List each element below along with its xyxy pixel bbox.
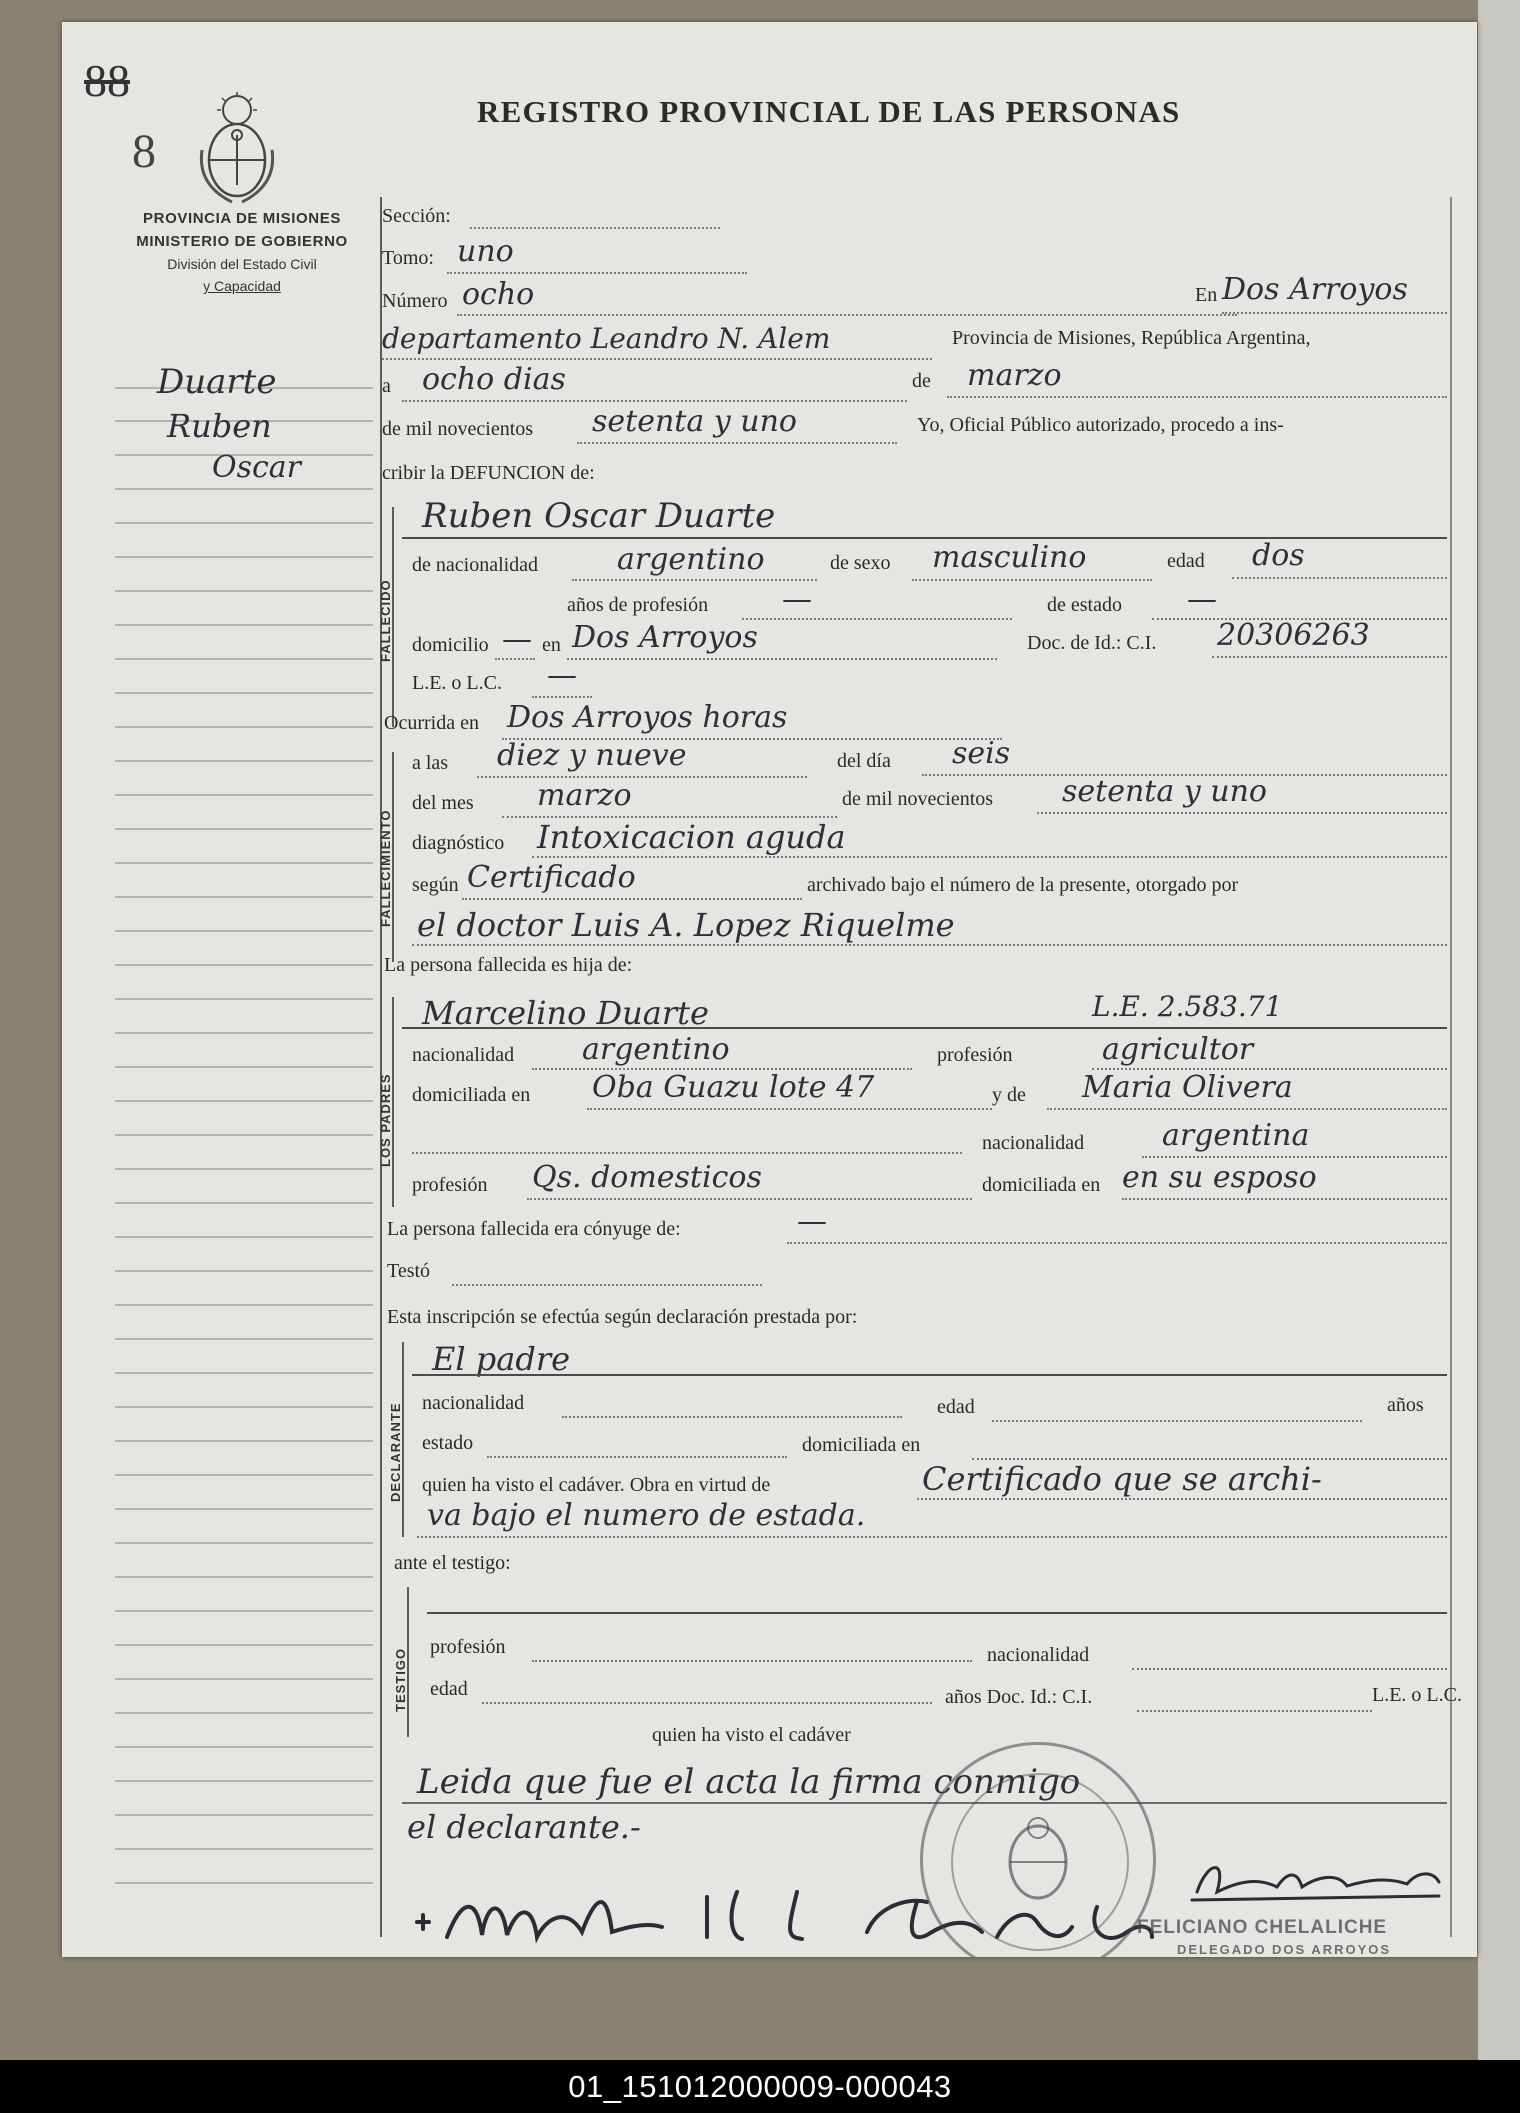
form-right-rule: [1450, 197, 1452, 1937]
fallecido-sexo-label: de sexo: [830, 552, 891, 574]
fallecido-name-value: Ruben Oscar Duarte: [422, 496, 776, 536]
fallecido-profesion-value: —: [782, 582, 812, 617]
fallecido-en-value: Dos Arroyos: [572, 620, 758, 655]
a-las-label: a las: [412, 752, 449, 774]
ministry-line-3: División del Estado Civil: [167, 256, 317, 272]
provincia-text: Provincia de Misiones, República Argentina,: [952, 327, 1311, 349]
padre-nacionalidad-label: nacionalidad: [412, 1044, 515, 1066]
conyuge-value: —: [797, 1204, 827, 1239]
stamp-seal-icon: [993, 1810, 1083, 1910]
closing-line-2: el declarante.-: [407, 1808, 641, 1846]
stamp-role: DELEGADO: [1177, 1942, 1267, 1957]
fallecido-le-value: —: [547, 658, 577, 693]
cribir-text: cribir la DEFUNCION de:: [382, 462, 595, 484]
y-de-label: y de: [992, 1084, 1026, 1106]
padre-profesion-value: agricultor: [1102, 1032, 1254, 1067]
testigo-le-label: L.E. o L.C.: [1372, 1684, 1462, 1706]
padre-domiciliada-value: Oba Guazu lote 47: [592, 1070, 875, 1105]
padre-domiciliada-label: domiciliada en: [412, 1084, 531, 1106]
madre-nacionalidad-label: nacionalidad: [982, 1132, 1085, 1154]
page-number: 8: [132, 125, 156, 178]
declarante-edad-label: edad: [937, 1396, 975, 1418]
declarante-estado-label: estado: [422, 1432, 474, 1454]
numero-value: ocho: [462, 277, 535, 312]
departamento-value: departamento Leandro N. Alem: [382, 322, 831, 355]
en-value: Dos Arroyos: [1222, 272, 1408, 307]
testigo-nacionalidad-label: nacionalidad: [987, 1644, 1090, 1666]
mil-label: de mil novecientos: [382, 418, 534, 440]
stamp-place: DOS ARROYOS: [1272, 1942, 1392, 1957]
fallecimiento-mil-label: de mil novecientos: [842, 788, 994, 810]
fallecido-edad-value: dos: [1252, 538, 1305, 573]
segun-label: según: [412, 874, 459, 896]
a-value: ocho dias: [422, 362, 566, 397]
declarante-visto-text: quien ha visto el cadáver. Obra en virtud de: [422, 1474, 771, 1496]
register-page: [62, 22, 1477, 1957]
fallecido-edad-label: edad: [1167, 550, 1205, 572]
form-left-rule: [380, 197, 382, 1937]
margin-note-middle-name: Oscar: [212, 450, 302, 485]
mes-label: del mes: [412, 792, 474, 814]
ministry-block: [107, 207, 377, 297]
fallecido-nacionalidad-label: de nacionalidad: [412, 554, 539, 576]
fallecido-doc-value: 20306263: [1217, 618, 1370, 653]
madre-profesion-label: profesión: [412, 1174, 488, 1196]
ocurrida-value: Dos Arroyos horas: [507, 700, 788, 735]
ministry-line-4: y Capacidad: [203, 278, 281, 294]
ante-testigo-label: ante el testigo:: [394, 1552, 511, 1574]
ministry-line-1: PROVINCIA DE MISIONES: [143, 210, 341, 227]
fallecido-doc-label: Doc. de Id.: C.I.: [1027, 632, 1157, 654]
mes-value: marzo: [967, 358, 1062, 393]
closing-line-1: Leida que fue el acta la firma conmigo: [417, 1762, 1081, 1802]
inscripcion-text: Esta inscripción se efectúa según declaración prestada por:: [387, 1306, 858, 1328]
ministry-line-2: MINISTERIO DE GOBIERNO: [136, 233, 348, 250]
official-stamp: [920, 1742, 1156, 1957]
conyuge-label: La persona fallecida era cónyuge de:: [387, 1218, 681, 1240]
next-page-edge: [1478, 0, 1520, 2060]
padre-value: Marcelino Duarte: [422, 994, 709, 1032]
padre-nacionalidad-value: argentino: [582, 1032, 730, 1067]
ocurrida-label: Ocurrida en: [384, 712, 479, 734]
oficial-text: Yo, Oficial Público autorizado, procedo a ins-: [917, 414, 1284, 436]
declarante-tag: DECLARANTE: [388, 1402, 403, 1502]
declarante-name-value: El padre: [432, 1340, 571, 1378]
madre-domiciliada-label: domiciliada en: [982, 1174, 1101, 1196]
struck-page-number: 88: [84, 55, 130, 106]
fallecido-estado-label: de estado: [1047, 594, 1122, 616]
fallecido-profesion-label: años de profesión: [567, 594, 709, 616]
madre-profesion-value: Qs. domesticos: [532, 1160, 762, 1195]
fallecido-en-label: en: [542, 634, 561, 656]
fallecido-domicilio-label: domicilio: [412, 634, 489, 656]
dia-label: del día: [837, 750, 891, 772]
a-las-value: diez y nueve: [497, 738, 687, 773]
madre-value: Maria Olivera: [1082, 1070, 1293, 1105]
diagnostico-value: Intoxicacion aguda: [537, 818, 846, 856]
de-label: de: [912, 370, 931, 392]
madre-domiciliada-value: en su esposo: [1122, 1160, 1317, 1195]
padre-doc: L.E. 2.583.71: [1092, 990, 1283, 1023]
fallecimiento-anio-value: setenta y uno: [1062, 774, 1267, 809]
image-id-footer: 01_151012000009-000043: [0, 2060, 1520, 2113]
fallecido-domicilio-value: —: [502, 622, 532, 657]
coat-of-arms-icon: [192, 90, 282, 208]
seccion-label: Sección:: [382, 205, 451, 227]
testo-label: Testó: [387, 1260, 431, 1282]
testigo-tag: TESTIGO: [393, 1647, 408, 1712]
a-label: a: [382, 375, 391, 397]
madre-nacionalidad-value: argentina: [1162, 1118, 1310, 1153]
fallecido-sexo-value: masculino: [932, 540, 1087, 575]
declarante-visto-value: Certificado que se archi-: [922, 1460, 1322, 1498]
en-label: En: [1195, 284, 1218, 306]
padre-profesion-label: profesión: [937, 1044, 1013, 1066]
page-title: REGISTRO PROVINCIAL DE LAS PERSONAS: [477, 94, 1181, 129]
margin-note-name: Ruben: [167, 407, 272, 445]
hija-label: La persona fallecida es hija de:: [384, 954, 633, 976]
declarante-domiciliada-label: domiciliada en: [802, 1434, 921, 1456]
archivado-text: archivado bajo el número de la presente, otorgado por: [807, 874, 1239, 896]
declarante-visto-value-2: va bajo el numero de estada.: [427, 1498, 866, 1533]
padres-tag: LOS PADRES: [378, 1073, 393, 1167]
testigo-edad-label: edad: [430, 1678, 468, 1700]
tomo-label: Tomo:: [382, 247, 434, 269]
fallecido-estado-value: —: [1187, 582, 1217, 617]
numero-label: Número: [382, 290, 448, 312]
stamp-name: FELICIANO CHELALICHE: [1137, 1917, 1388, 1938]
testigo-anios-doc-label: años Doc. Id.: C.I.: [945, 1686, 1093, 1708]
diagnostico-label: diagnóstico: [412, 832, 505, 854]
dia-value: seis: [952, 736, 1011, 771]
fallecido-le-label: L.E. o L.C.: [412, 672, 502, 694]
tomo-value: uno: [457, 234, 514, 269]
anio-value: setenta y uno: [592, 404, 797, 439]
declarante-nacionalidad-label: nacionalidad: [422, 1392, 525, 1414]
declarante-anios-label: años: [1387, 1394, 1424, 1416]
fallecimiento-tag: FALLECIMIENTO: [378, 809, 393, 927]
fallecido-nacionalidad-value: argentino: [617, 542, 765, 577]
oficial-signature: [1177, 1852, 1447, 1912]
mes-value: marzo: [537, 778, 632, 813]
segun-value: Certificado: [467, 860, 636, 895]
testigo-profesion-label: profesión: [430, 1636, 506, 1658]
fallecido-tag: FALLECIDO: [378, 579, 393, 662]
margin-note-surname: Duarte: [157, 362, 277, 402]
testigo-visto-text: quien ha visto el cadáver: [652, 1724, 851, 1746]
doctor-value: el doctor Luis A. Lopez Riquelme: [417, 906, 955, 944]
